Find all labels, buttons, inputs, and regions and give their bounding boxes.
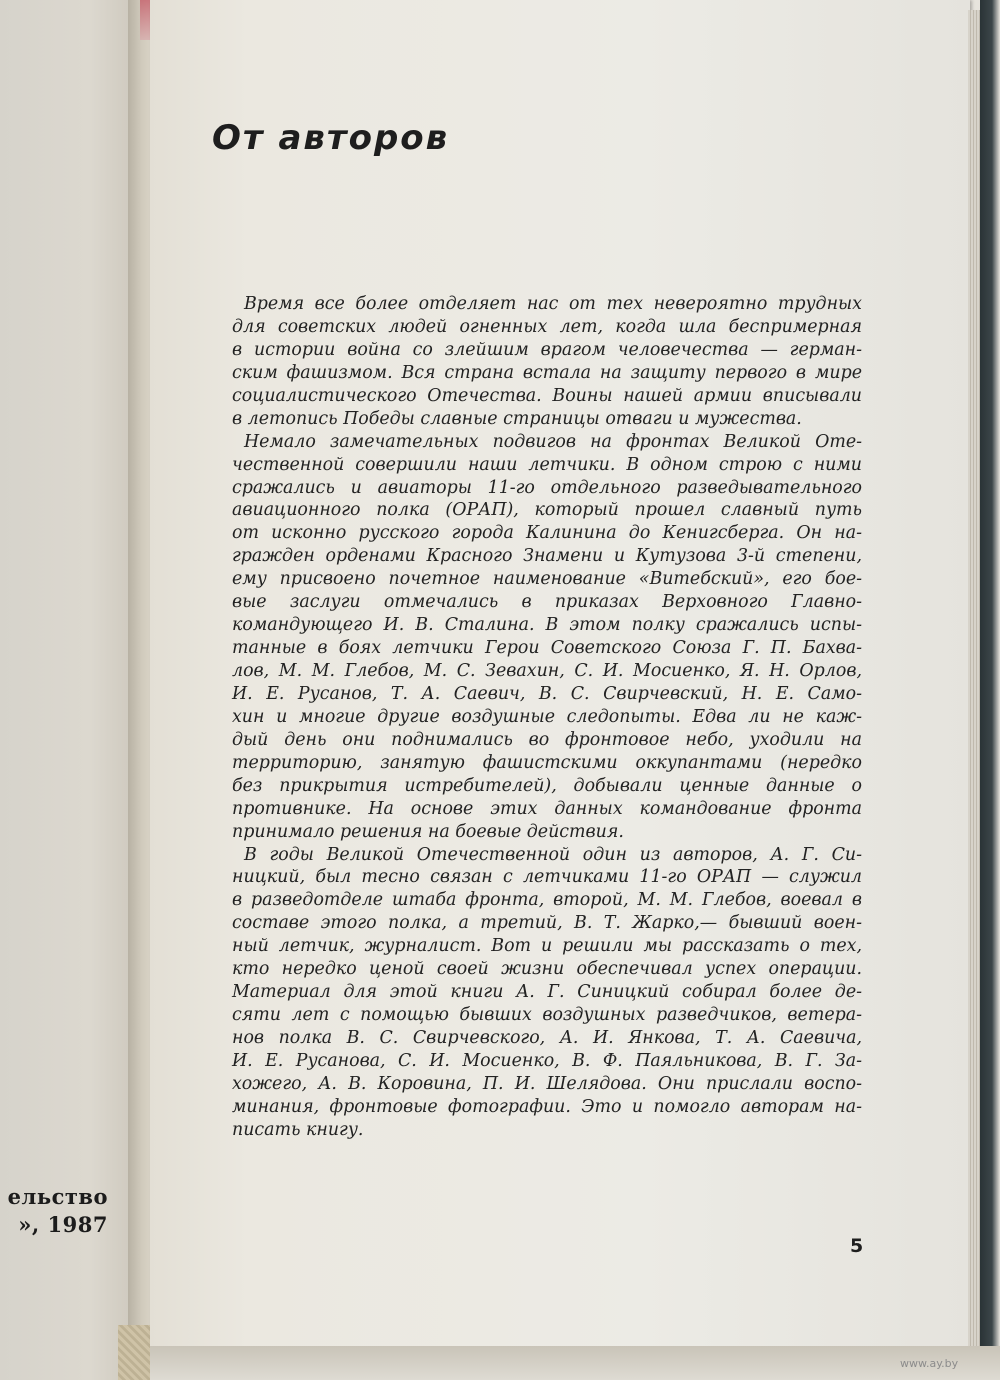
text-line: авиационного полка (ОРАП), который прошел славный путь [232,500,862,521]
page-number: 5 [850,1235,864,1257]
text-line: кто нередко ценой своей жизни обеспечивал успех операции. [232,959,862,980]
chapter-heading: От авторов [212,118,450,158]
text-line: ским фашизмом. Вся страна встала на защиту первого в мире [232,362,862,383]
text-line: сражались и авиаторы 11-го отдельного разведывательного [232,477,862,498]
text-line: командующего И. В. Сталина. В этом полку сражались испы- [232,615,862,636]
text-line: писать книгу. [232,1119,364,1140]
text-line: в разведотделе штаба фронта, второй, М. М. Глебов, воевал в [232,890,862,911]
text-line: для советских людей огненных лет, когда шла беспримерная [232,316,862,337]
text-line: дый день они поднимались во фронтовое небо, уходили на [232,729,862,750]
text-line: хожего, А. В. Коровина, П. И. Шелядова. Они прислали воспо- [232,1073,862,1094]
text-line: вые заслуги отмечались в приказах Верховного Главно- [232,592,862,613]
text-line: территорию, занятую фашистскими оккупантами (нередко [232,752,862,773]
text-line: чественной совершили наши летчики. В одном строю с ними [232,454,862,475]
text-line: И. Е. Русанова, С. И. Мосиенко, В. Ф. Паяльникова, В. Г. За- [232,1050,862,1071]
text-line: лов, М. М. Глебов, М. С. Зевахин, С. И. Мосиенко, Я. Н. Орлов, [232,661,862,681]
text-line: в истории война со злейшим врагом человечества — герман- [232,339,862,360]
text-line: в летопись Победы славные страницы отваги и мужества. [232,408,802,429]
body-text [232,293,862,1142]
text-line: без прикрытия истребителей), добывали ценные данные о [232,775,862,796]
text-line: В годы Великой Отечественной один из авторов, А. Г. Си- [244,844,862,865]
text-line: И. Е. Русанов, Т. А. Саевич, В. С. Свирчевский, Н. Е. Само- [232,683,862,704]
text-line: составе этого полка, а третий, В. Т. Жарко,— бывший воен- [232,913,862,934]
text-line: Немало замечательных подвигов на фронтах Великой Оте- [244,431,862,452]
text-line: сяти лет с помощью бывших воздушных разведчиков, ветера- [232,1005,862,1026]
text-line: социалистического Отечества. Воины нашей армии вписывали [232,385,862,406]
previous-page-text-line-1: ельство [7,1184,108,1209]
text-line: Материал для этой книги А. Г. Синицкий собирал более де- [232,982,862,1003]
watermark: www.ay.by [900,1357,959,1370]
text-line: танные в боях летчики Герои Советского Союза Г. П. Бахва- [232,638,862,659]
text-line: ницкий, был тесно связан с летчиками 11-го ОРАП — служил [232,867,862,888]
text-line: ный летчик, журналист. Вот и решили мы рассказать о тех, [232,936,862,957]
book-cover-edge [980,0,1000,1380]
text-line: Время все более отделяет нас от тех невероятно трудных [244,294,862,314]
previous-page-text-line-2: », 1987 [18,1212,108,1237]
text-line: принимало решения на боевые действия. [232,821,624,842]
text-line: противнике. На основе этих данных командование фронта [232,798,862,819]
text-line: минания, фронтовые фотографии. Это и помогло авторам на- [232,1096,862,1117]
text-line: ему присвоено почетное наименование «Витебский», его боe- [232,569,862,590]
text-line: хин и многие другие воздушные следопыты. Едва ли не каж- [232,706,862,727]
table-surface [150,1346,1000,1380]
text-line: гражден орденами Красного Знамени и Кутузова 3-й степени, [232,546,862,567]
binding-thread [140,0,150,40]
text-line: нов полка В. С. Свирчевского, А. И. Янкова, Т. А. Саевича, [232,1028,862,1048]
text-line: от исконно русского города Калинина до Кенигсберга. Он на- [232,523,862,544]
